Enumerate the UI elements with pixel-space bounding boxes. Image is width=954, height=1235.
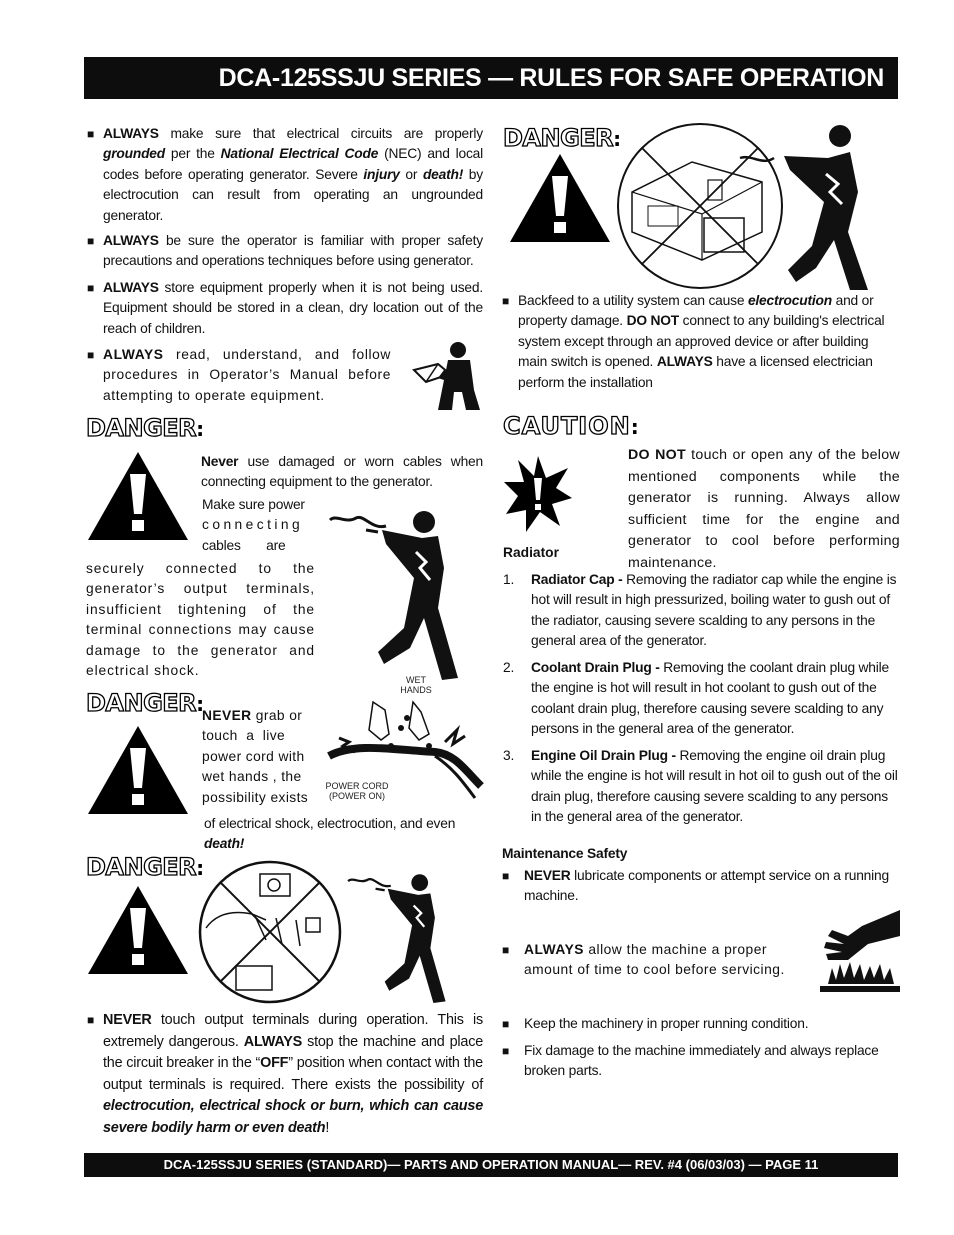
electric-shock-figure-icon [326, 508, 486, 684]
power-cord-label: POWER CORD (POWER ON) [325, 781, 389, 801]
danger-header: DANGER: [86, 689, 204, 717]
bullet-fix-damage: ■ Fix damage to the machine immediately and always replace broken parts. [502, 1043, 879, 1079]
bullet-read-manual: ■ ALWAYS read, understand, and follow procedures in Operator’s Manual before attempting to operate equipment. [87, 347, 391, 403]
danger-cables-text-bottom: securely connected to the generator’s output terminals, insufficient tightening of the terminal connections may cause damage to the generator and electrical shock. [86, 561, 315, 679]
warning-triangle-icon [508, 152, 612, 244]
reading-manual-icon [408, 340, 484, 412]
wet-hands-label: WET HANDS [400, 675, 432, 695]
caution-text: DO NOT touch or open any of the below mentioned components while the generator is running. Always allow sufficient time for the engine and generator to cool before performing maintenance. [628, 447, 900, 571]
maintenance-safety-title: Maintenance Safety [502, 846, 628, 861]
no-touch-terminals-icon [196, 858, 344, 1006]
bullet-always-cool: ■ ALWAYS allow the machine a proper amount of time to cool before servicing. [502, 942, 785, 978]
warning-triangle-icon [86, 884, 190, 976]
bullet-output-terminals: ■ NEVER touch output terminals during operation. This is extremely dangerous. ALWAYS stop the machine and place the circuit breaker in the “OFF” position when contact with the output terminals is required. There exists the possibility of electrocution, electrical shock or burn, which can cause severe bodily harm or even death! [87, 1012, 483, 1136]
bullet-store-equipment: ■ ALWAYS store equipment properly when it is not being used. Equipment should be stored in a clean, dry location out of the reach of children. [87, 280, 483, 336]
bullet-square-icon: ■ [87, 281, 95, 295]
bullet-operator-familiar: ■ ALWAYS be sure the operator is familiar with proper safety precautions and operations techniques before using generator. [87, 233, 483, 269]
bullet-backfeed: ■ Backfeed to a utility system can cause electrocution and or property damage. DO NOT connect to any building's electrical system except through an approved device or after building main switch is opened. ALWAYS have a licensed electrician perform the installation [502, 293, 885, 390]
bullet-never-lubricate: ■ NEVER lubricate components or attempt service on a running machine. [502, 868, 889, 904]
caution-item: 3. Engine Oil Drain Plug - Removing the engine oil drain plug while the engine is hot will result in hot oil to gush out of the oil drain plug, therefore causing severe scalding to any persons in the general area of the generator. [503, 748, 898, 825]
page-title: DCA-125SSJU SERIES — RULES FOR SAFE OPERATION [84, 57, 898, 99]
bullet-square-icon: ■ [502, 1017, 510, 1031]
danger-header: DANGER: [86, 414, 204, 442]
caution-burst-icon [502, 454, 574, 534]
danger-cables-text-top: Never use damaged or worn cables when connecting equipment to the generator. [201, 454, 483, 490]
page-footer: DCA-125SSJU SERIES (STANDARD)— PARTS AND OPERATION MANUAL— REV. #4 (06/03/03) — PAGE 11 [84, 1153, 898, 1177]
danger-header: DANGER: [503, 124, 621, 152]
bullet-square-icon: ■ [87, 348, 95, 362]
backfeed-building-icon [612, 122, 902, 292]
danger-wet-hands-text: NEVER grab or touch a live power cord with wet hands , the possibility exists [202, 708, 309, 805]
danger-header: DANGER: [86, 853, 204, 881]
caution-item: 2. Coolant Drain Plug - Removing the coolant drain plug while the engine is hot will result in hot coolant to gush out of the coolant drain plug, therefore causing severe scalding to any persons in the general area of the generator. [503, 660, 889, 737]
bullet-grounding: ■ ALWAYS make sure that electrical circuits are properly grounded per the National Electrical Code (NEC) and local codes before operating generator. Severe injury or death! by electrocution can result from operating an ungrounded generator. [87, 126, 483, 223]
caution-item: 1. Radiator Cap - Removing the radiator cap while the engine is hot will result in high pressurized, boiling water to gush out of the radiator, causing severe scalding to any persons in the general area of the generator. [503, 572, 897, 649]
danger-cables-text-mid: Make sure power c o n n e c t i n g cables are [202, 497, 305, 553]
bullet-square-icon: ■ [502, 1044, 510, 1058]
bullet-square-icon: ■ [502, 869, 510, 883]
warning-triangle-icon [86, 724, 190, 816]
caution-header: CAUTION: [503, 412, 640, 440]
electric-shock-figure-icon [326, 872, 486, 1006]
bullet-square-icon: ■ [87, 1013, 95, 1027]
warning-triangle-icon [86, 450, 190, 542]
bullet-square-icon: ■ [87, 127, 95, 141]
bullet-square-icon: ■ [502, 294, 510, 308]
bullet-square-icon: ■ [502, 943, 510, 957]
bullet-square-icon: ■ [87, 234, 95, 248]
radiator-label: Radiator [503, 545, 559, 560]
bullet-keep-running: ■ Keep the machinery in proper running condition. [524, 1014, 900, 1034]
hot-surface-hand-icon [818, 908, 902, 994]
danger-wet-hands-text-bottom: of electrical shock, electrocution, and even death! [204, 816, 456, 852]
